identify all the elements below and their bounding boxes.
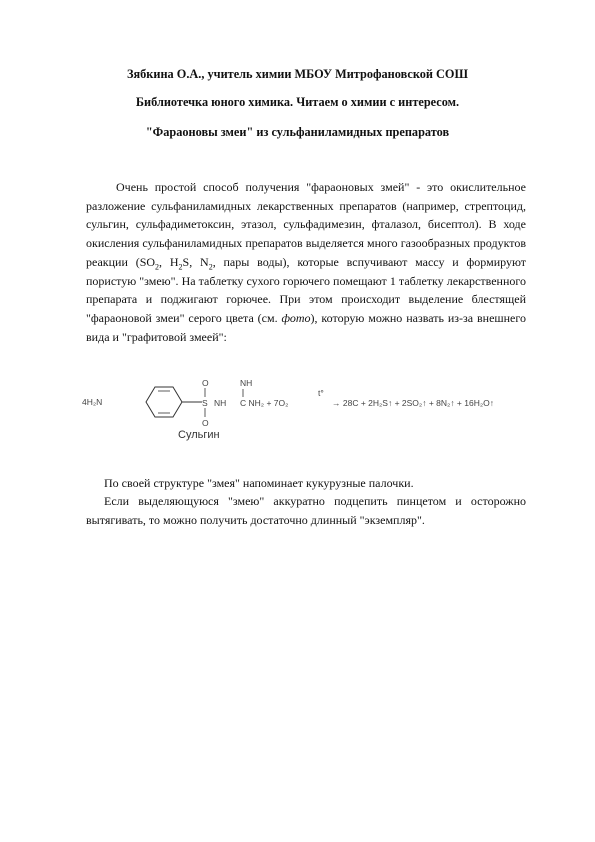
paragraph-structure: По своей структуре "змея" напоминает кукурузные палочки. <box>104 476 414 490</box>
amide-group: NH <box>214 398 227 408</box>
sulfonyl-sulfur: S <box>202 398 208 408</box>
series-line: Библиотечка юного химика. Читаем о химии с интересом. <box>135 95 460 109</box>
sulfonyl-oxygen-bottom: O <box>202 418 209 428</box>
author-line: Зябкина О.А., учитель химии МБОУ Митрофановской СОШ <box>126 67 469 81</box>
amine-group: C NH₂ + 7O₂ <box>240 398 289 408</box>
imine-group: NH <box>240 378 253 388</box>
heat-sign: t° <box>318 388 324 398</box>
paragraph-intro: Очень простой способ получения "фараоновых змей" - это окислительное разложение сульфаниламидных лекарственных препаратов (например, стрептоцид, сульгин, сульфадиметоксин, этазол, сульфадимезин, фталазол, бисептол). В ходе окисления сульфаниламидных препаратов выделяется много газообразных продуктов реакции ($SO_2$, $H_2S$, $N_2$, пары воды), которые вспучивают массу и формируют пористую "змею". На таблетку сухого горючего помещают 1 таблетку лекарственного препарата и поджигают горючее. При этом происходит выделение блестящей "фараоновой змеи" серого цвета (см. фото), которую можно назвать из-за внешнего вида и "графитовой змеей": <box>86 180 527 344</box>
document-title: "Фараоновы змеи" из сульфаниламидных препаратов <box>145 125 450 139</box>
photo-ref: фото <box>281 310 311 325</box>
benzene-ring <box>146 387 182 417</box>
reaction-equation <box>80 366 540 446</box>
sulfonyl-oxygen-top: O <box>202 378 209 388</box>
paragraph-tweezers: Если выделяющуюся "змею" аккуратно подцепить пинцетом и осторожно вытягивать, то можно получить достаточно длинный "экземпляр". <box>86 494 526 527</box>
compound-caption: Сульгин <box>178 429 220 441</box>
reaction-products: → 28C + 2H₂S↑ + 2SO₂↑ + 8N₂↑ + 16H₂O↑ <box>332 398 495 408</box>
reactant-prefix: 4H₂N <box>82 397 103 407</box>
